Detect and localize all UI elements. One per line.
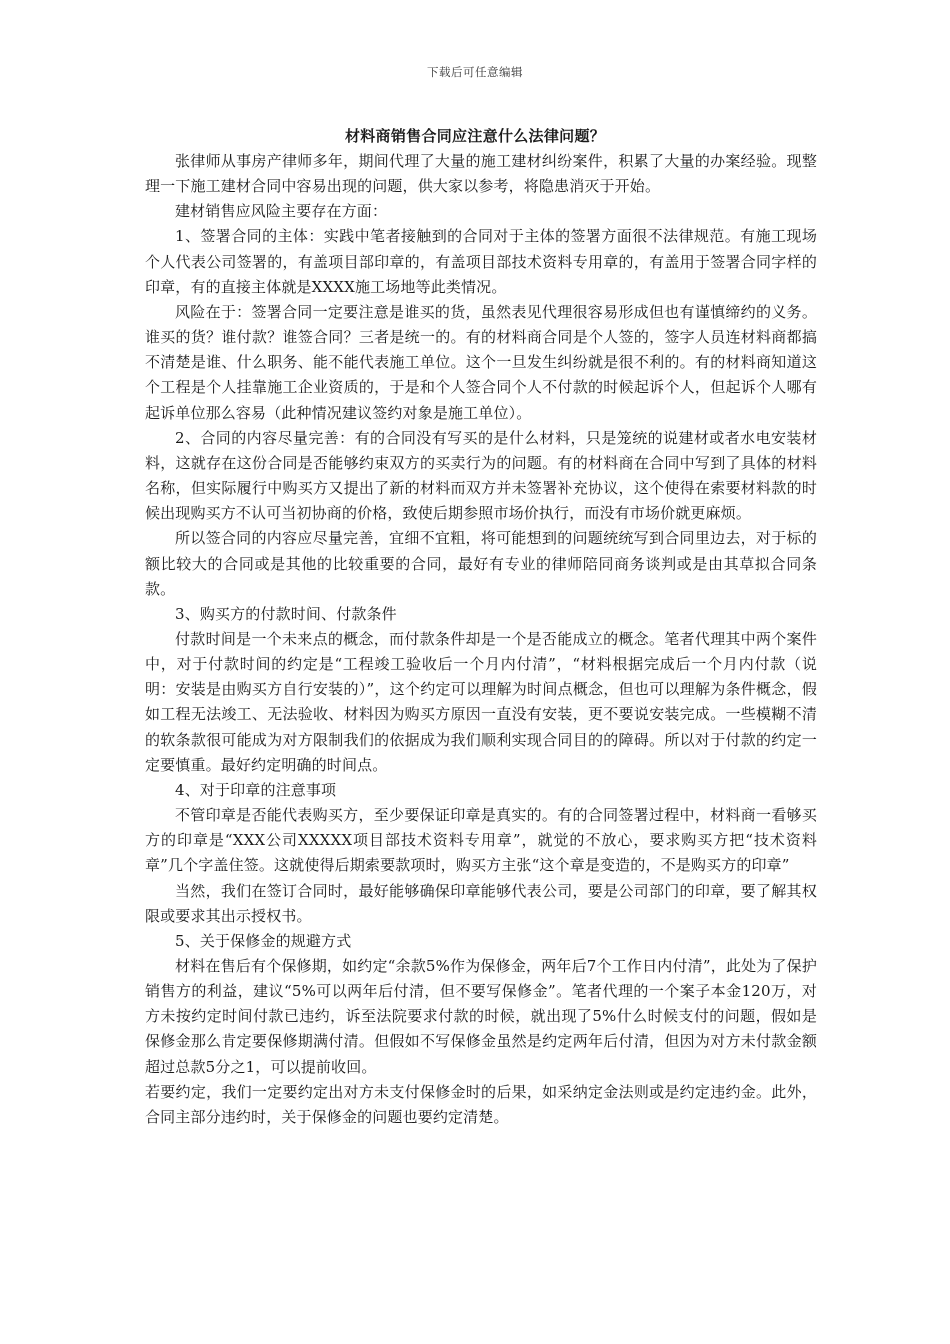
paragraph-section-2: 2、合同的内容尽量完善：有的合同没有写买的是什么材料，只是笼统的说建材或者水电安装材料，这就存在这份合同是否能够约束双方的买卖行为的问题。有的材料商在合同中写到了具体的材料名称，但实际履行中购买方又提出了新的材料而双方并未签署补充协议，这个使得在索要材料款的时候出现购买方不认可当初协商的价格，致使后期参照市场价执行，而没有市场价就更麻烦。 <box>145 428 817 523</box>
paragraph-seal-authority: 当然，我们在签订合同时，最好能够确保印章能够代表公司，要是公司部门的印章，要了解其权限或要求其出示授权书。 <box>145 881 817 925</box>
heading-section-3: 3、购买方的付款时间、付款条件 <box>175 604 397 623</box>
heading-section-5: 5、关于保修金的规避方式 <box>175 931 352 950</box>
paragraph-contract-content: 所以签合同的内容应尽量完善，宜细不宜粗，将可能想到的问题统统写到合同里边去，对于标的额比较大的合同或是其他的比较重要的合同，最好有专业的律师陪同商务谈判或是由其草拟合同条款。 <box>145 529 817 598</box>
document-body <box>145 149 817 1130</box>
paragraph-conclusion: 若要约定，我们一定要约定出对方未支付保修金时的后果，如采纳定金法则或是约定违约金。此外，合同主部分违约时，关于保修金的问题也要约定清楚。 <box>145 1082 817 1126</box>
paragraph-payment-terms: 付款时间是一个未来点的概念，而付款条件却是一个是否能成立的概念。笔者代理其中两个案件中，对于付款时间的约定是“工程竣工验收后一个月内付清”，“材料根据完成后一个月内付款（说明：安装是由购买方自行安装的）”，这个约定可以理解为时间点概念，但也可以理解为条件概念，假如工程无法竣工、无法验收、材料因为购买方原因一直没有安装，更不要说安装完成。一些模糊不清的软条款很可能成为对方限制我们的依据成为我们顺利实现合同目的的障碍。所以对于付款的约定一定要慎重。最好约定明确的时间点。 <box>145 629 817 774</box>
paragraph-risk-detail: 风险在于：签署合同一定要注意是谁买的货，虽然表见代理很容易形成但也有谨慎缔约的义务。谁买的货？谁付款？谁签合同？三者是统一的。有的材料商合同是个人签的，签字人员连材料商都搞不清楚是谁、什么职务、能不能代表施工单位。这个一旦发生纠纷就是很不利的。有的材料商知道这个工程是个人挂靠施工企业资质的，于是和个人签合同个人不付款的时候起诉个人，但起诉个人哪有起诉单位那么容易（此种情况建议签约对象是施工单位）。 <box>145 302 817 422</box>
paragraph-seal-authenticity: 不管印章是否能代表购买方，至少要保证印章是真实的。有的合同签署过程中，材料商一看够买方的印章是“XXX公司XXXXX项目部技术资料专用章”，就觉的不放心，要求购买方把“技术资料章”几个字盖住签。这就使得后期索要款项时，购买方主张“这个章是变造的，不是购买方的印章” <box>145 806 817 875</box>
document-title: 材料商销售合同应注意什么法律问题？ <box>344 127 606 145</box>
page-header: 下载后可任意编辑 <box>427 65 523 79</box>
paragraph-section-1: 1、签署合同的主体：实践中笔者接触到的合同对于主体的签署方面很不法律规范。有施工现场个人代表公司签署的，有盖项目部印章的，有盖项目部技术资料专用章的，有盖用于签署合同字样的印章，有的直接主体就是XXXX施工场地等此类情况。 <box>145 227 817 296</box>
paragraph-intro: 张律师从事房产律师多年，期间代理了大量的施工建材纠纷案件，积累了大量的办案经验。现整理一下施工建材合同中容易出现的问题，供大家以参考，将隐患消灭于开始。 <box>145 152 817 196</box>
heading-section-4: 4、对于印章的注意事项 <box>175 780 337 799</box>
paragraph-risk-overview: 建材销售应风险主要存在方面： <box>175 202 388 221</box>
paragraph-warranty-deposit: 材料在售后有个保修期，如约定“余款5%作为保修金，两年后7个工作日内付清”，此处为了保护销售方的利益，建议“5%可以两年后付清，但不要写保修金”。笔者代理的一个案子本金120万，对方未按约定时间付款已违约，诉至法院要求付款的时候，就出现了5%什么时候支付的问题，假如是保修金那么肯定要保修期满付清。但假如不写保修金虽然是约定两年后付清，但因为对方未付款金额超过总款5分之1，可以提前收回。 <box>145 957 817 1076</box>
